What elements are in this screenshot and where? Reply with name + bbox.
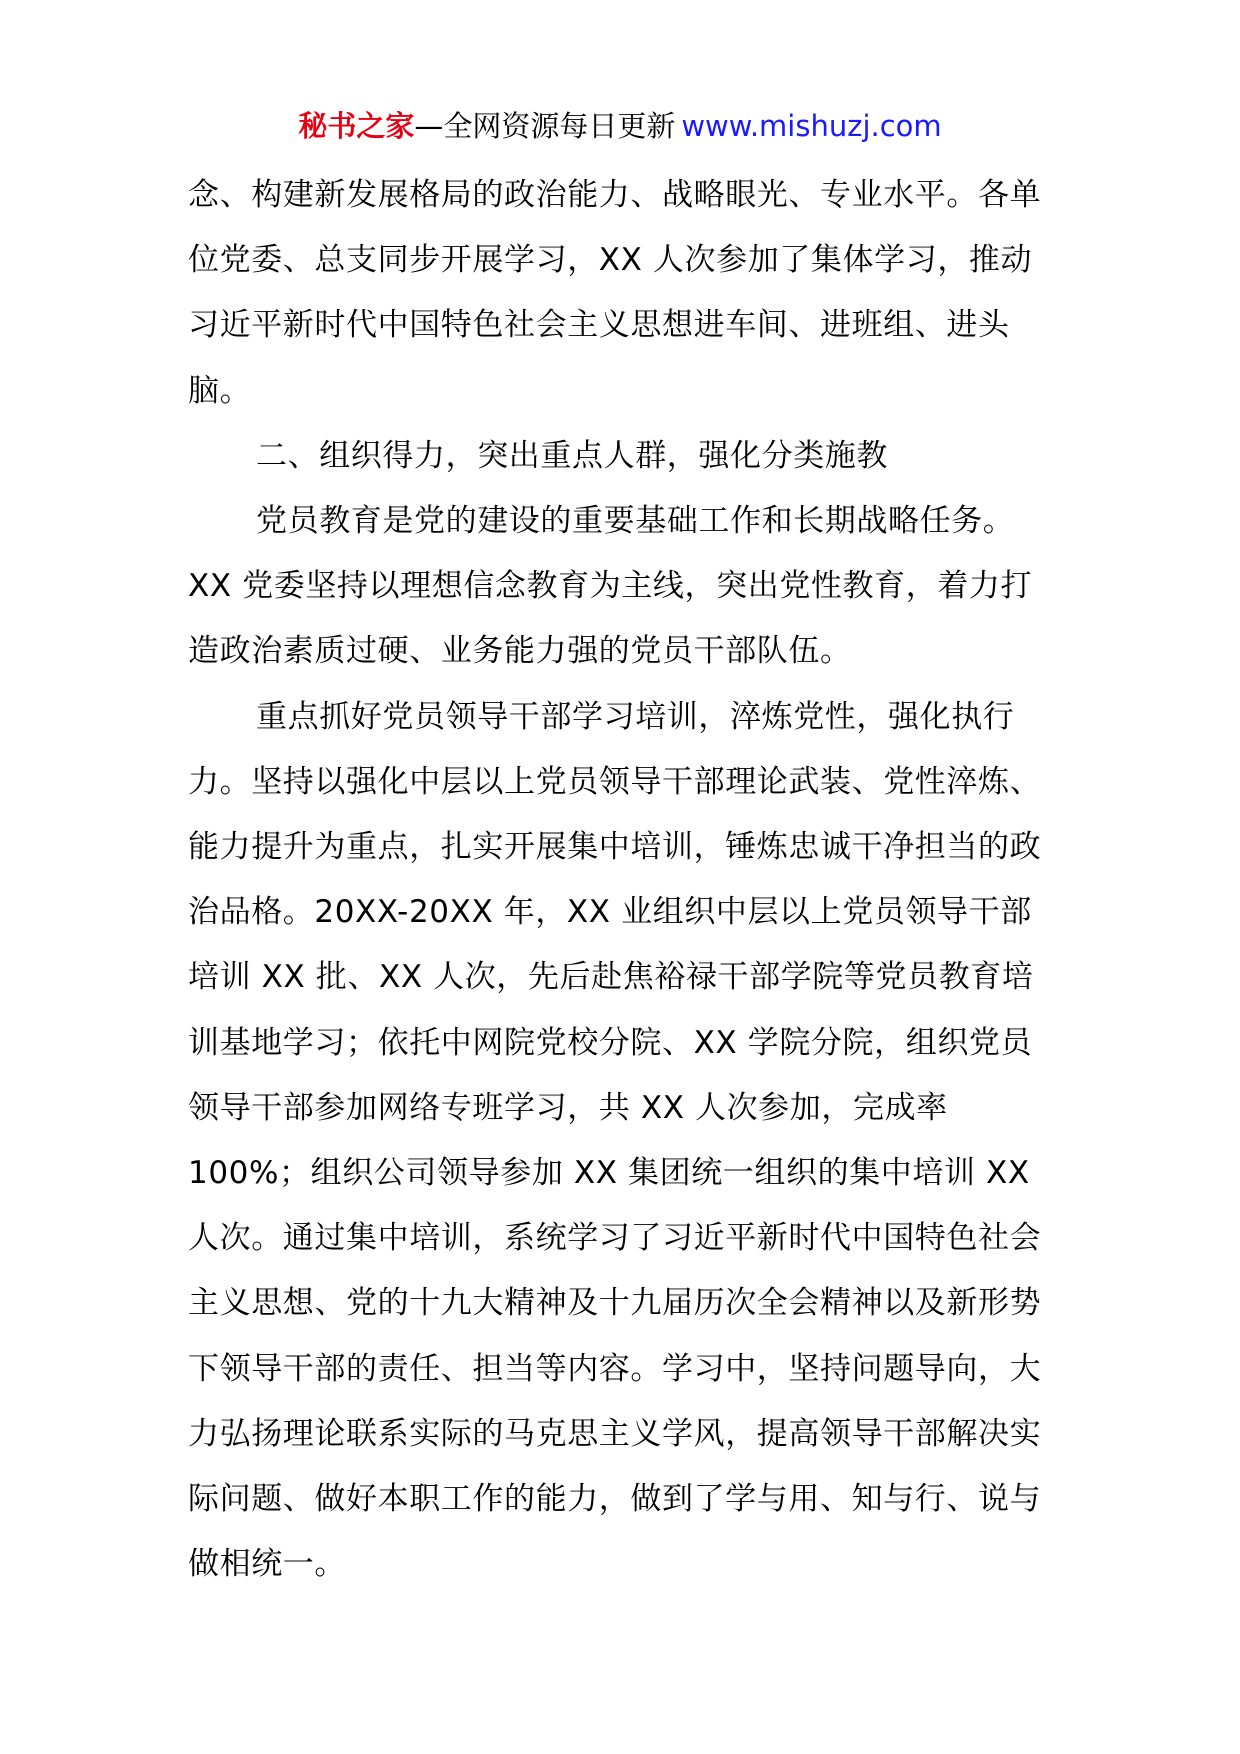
site-url-link[interactable]: www.mishuzj.com <box>681 109 942 143</box>
section-heading: 二、组织得力，突出重点人群，强化分类施教 <box>256 437 888 474</box>
document-body <box>188 163 1058 1597</box>
paragraph-continuation: 念、构建新发展格局的政治能力、战略眼光、专业水平。各单位党委、总支同步开展学习，XX 人次参加了集体学习，推动习近平新时代中国特色社会主义思想进车间、进班组、进头脑。 <box>188 177 1042 409</box>
paragraph: 重点抓好党员领导干部学习培训，淬炼党性，强化执行力。坚持以强化中层以上党员领导干部理论武装、党性淬炼、能力提升为重点，扎实开展集中培训，锤炼忠诚干净担当的政治品格。20XX-20XX 年，XX 业组织中层以上党员领导干部培训 XX 批、XX 人次，先后赴焦裕禄干部学院等党员教育培训基地学习；依托中网院党校分院、XX 学院分院，组织党员领导干部参加网络专班学习，共 XX 人次参加，完成率 100%；组织公司领导参加 XX 集团统一组织的集中培训 XX 人次。通过集中培训，系统学习了习近平新时代中国特色社会主义思想、党的十九大精神及十九届历次全会精神以及新形势下领导干部的责任、担当等内容。学习中，坚持问题导向，大力弘扬理论联系实际的马克思主义学风，提高领导干部解决实际问题、做好本职工作的能力，做到了学与用、知与行、说与做相统一。 <box>188 698 1042 1583</box>
page-header <box>0 104 1240 148</box>
brand-name: 秘书之家 <box>298 109 415 143</box>
header-tagline: —全网资源每日更新 <box>414 109 676 143</box>
paragraph: 党员教育是党的建设的重要基础工作和长期战略任务。XX 党委坚持以理想信念教育为主线，突出党性教育，着力打造政治素质过硬、业务能力强的党员干部队伍。 <box>188 503 1033 670</box>
